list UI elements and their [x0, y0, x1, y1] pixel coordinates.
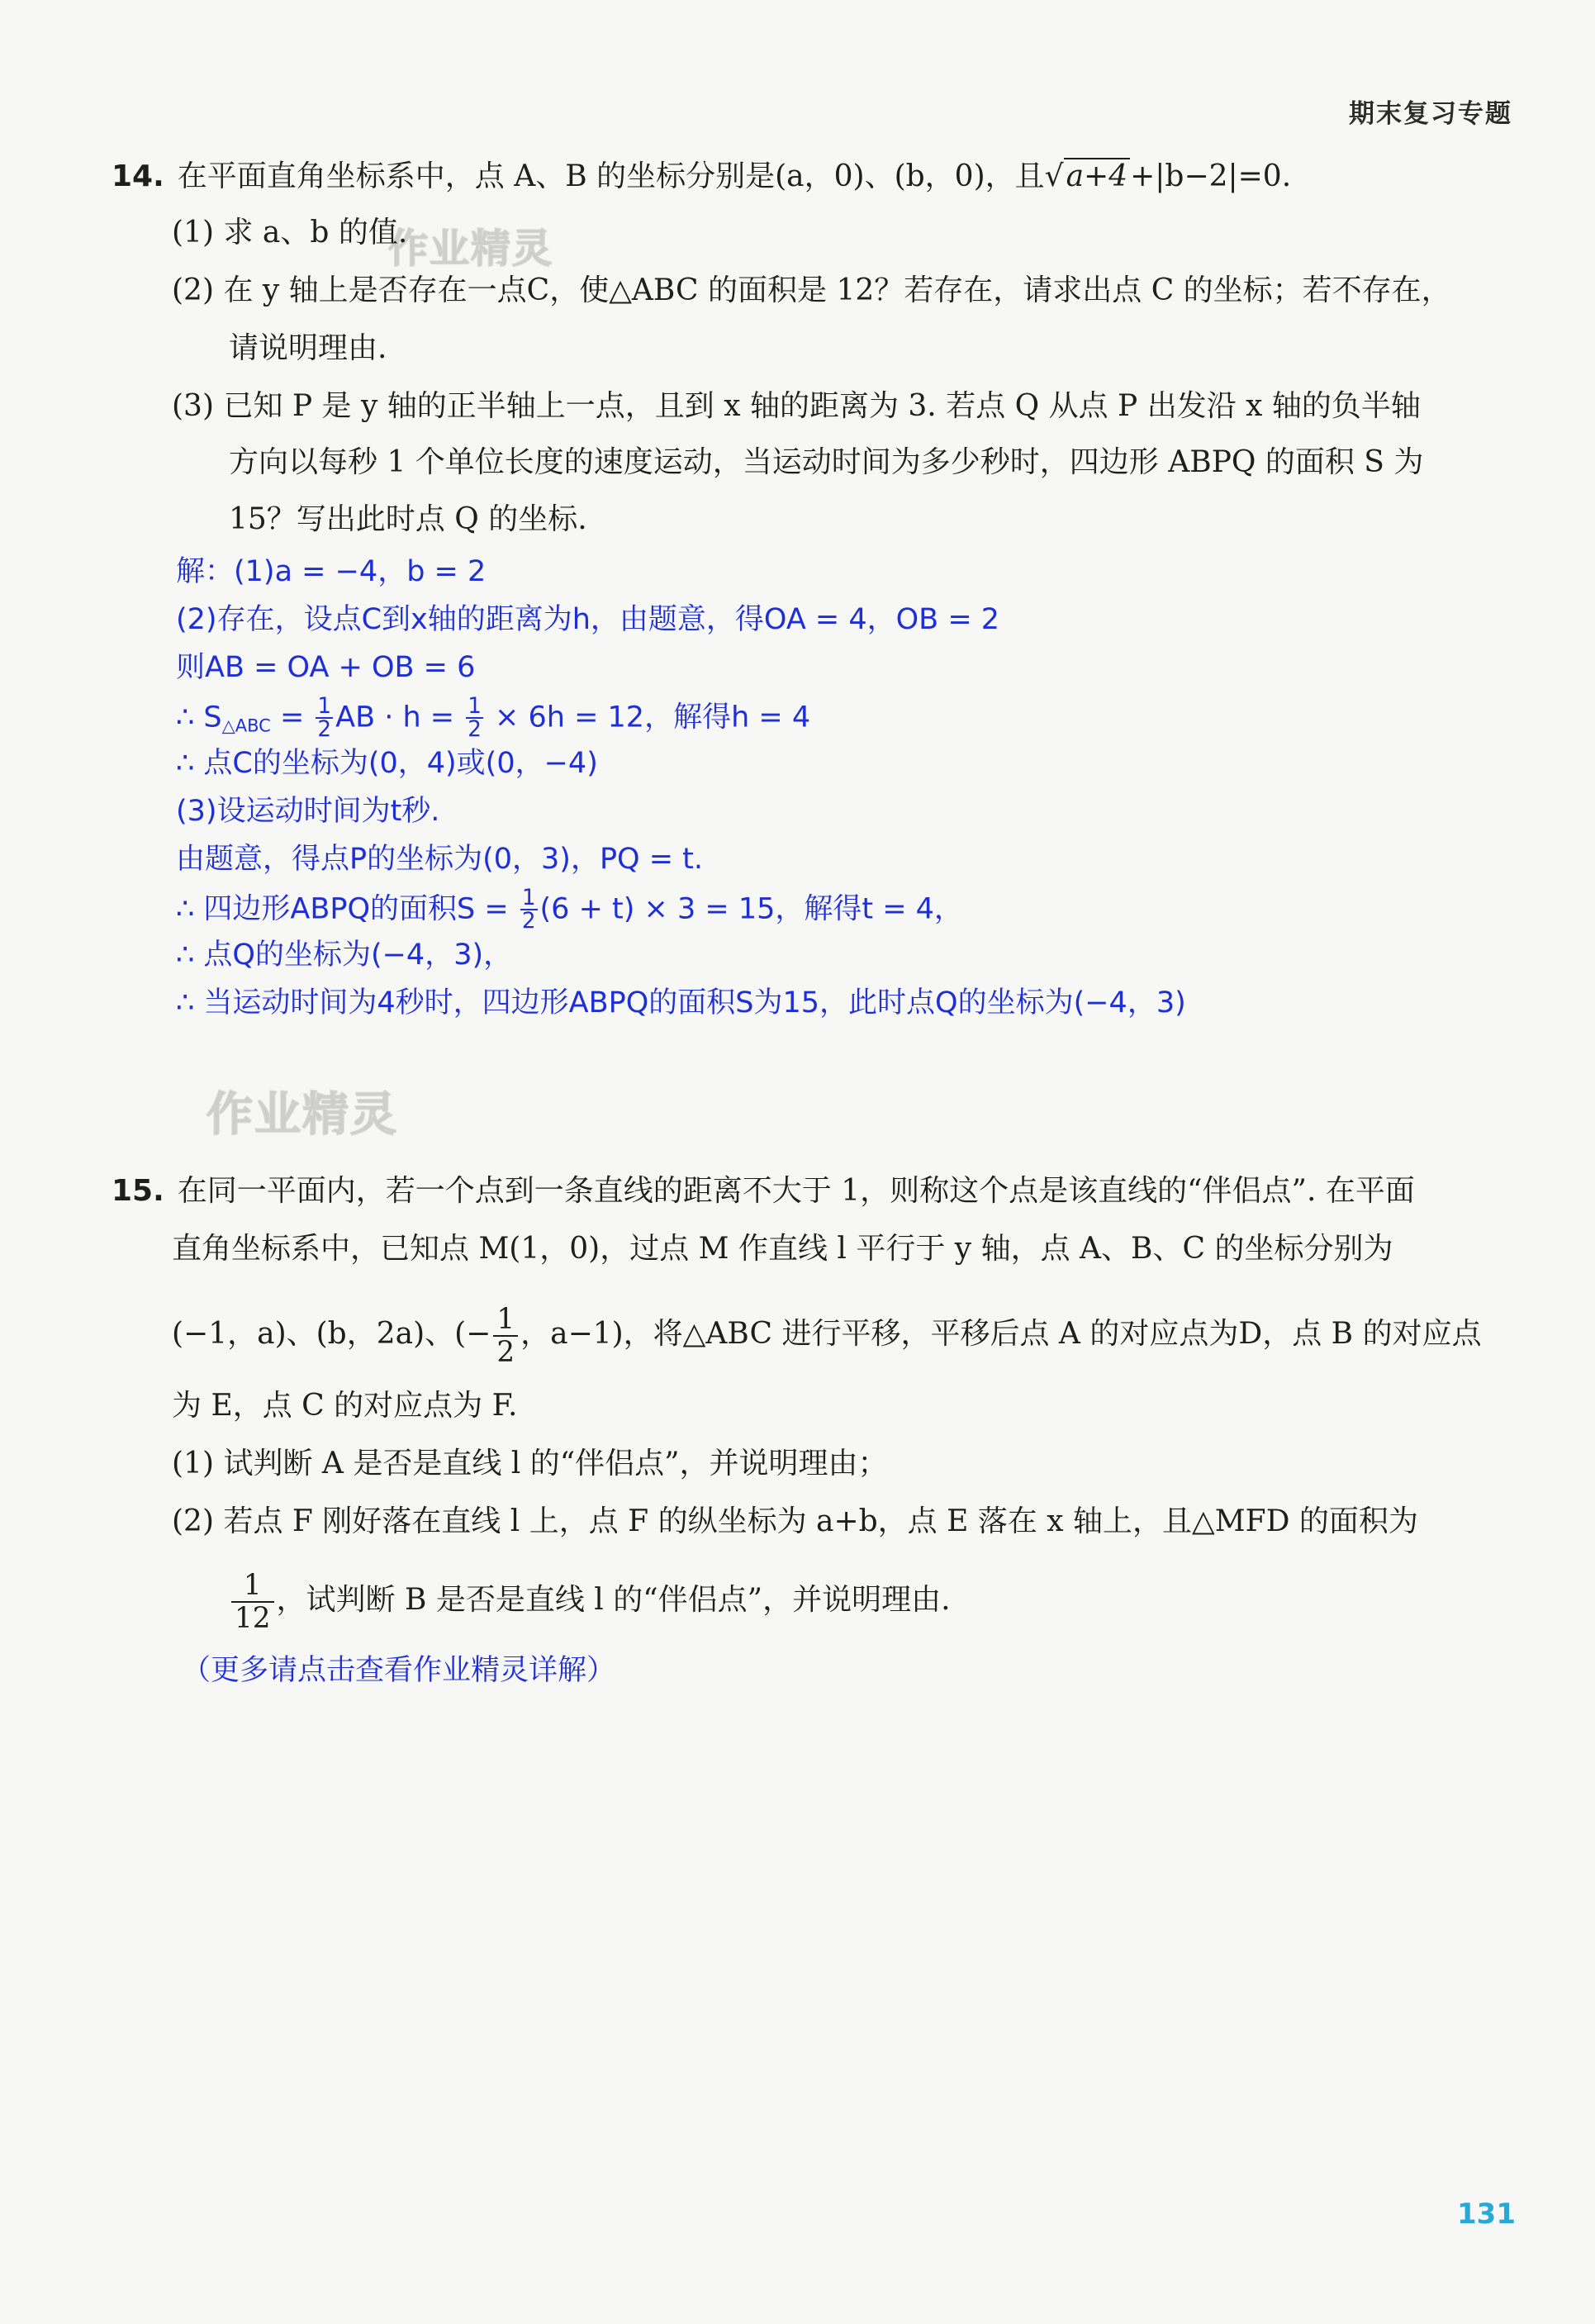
question-number: 14.: [112, 159, 164, 193]
subscript: △ABC: [221, 715, 271, 736]
question-14-part-1: (1) 求 a、b 的值.: [172, 216, 408, 250]
solution-line: (2)存在，设点C到x轴的距离为h，由题意，得OA = 4，OB = 2: [176, 603, 1000, 636]
watermark-logo: 作业精灵: [206, 1088, 398, 1142]
fraction: $\frac{1}{2}$: [521, 886, 536, 934]
solution-text: =: [270, 701, 314, 734]
solution-text: ∴ S: [176, 701, 222, 734]
question-14-stem: 14. 在平面直角坐标系中，点 A、B 的坐标分别是(a，0)、(b，0)，且√a+4+|b−2|=0.: [112, 159, 1292, 193]
question-14-stem-tail: +|b−2|=0.: [1130, 159, 1292, 193]
watermark-logo: 作业精灵: [388, 226, 554, 272]
solution-line: ∴ 当运动时间为4秒时，四边形ABPQ的面积S为15，此时点Q的坐标为(−4，3): [176, 986, 1186, 1019]
solution-line: (3)设运动时间为t秒.: [176, 795, 440, 828]
solution-line: ∴ 点Q的坐标为(−4，3)，: [176, 939, 513, 972]
solution-text: ∴ 四边形ABPQ的面积S =: [176, 892, 518, 926]
solution-line: [176, 887, 963, 933]
solution-text: (6 + t) × 3 = 15，解得t = 4，: [539, 892, 963, 926]
solution-line: 则AB = OA + OB = 6: [176, 651, 476, 684]
solution-text: AB · h =: [335, 701, 464, 734]
question-14-part-3-cont: 方向以每秒 1 个单位长度的速度运动，当运动时间为多少秒时，四边形 ABPQ 的面积 S 为: [229, 445, 1424, 479]
more-details-link[interactable]: （更多请点击查看作业精灵详解）: [182, 1654, 616, 1687]
page-number: 131: [1457, 2198, 1516, 2231]
question-15-text: ，试判断 B 是否是直线 l 的“伴侣点”，并说明理由.: [276, 1583, 951, 1618]
question-15-part-2-cont: [229, 1570, 951, 1634]
question-15-stem-cont: [172, 1304, 1482, 1368]
question-15-stem: [112, 1172, 1415, 1211]
sqrt-expression: a+4: [1064, 158, 1131, 193]
question-15-stem-text: 在同一平面内，若一个点到一条直线的距离不大于 1，则称这个点是该直线的“伴侣点”. 在平面: [177, 1174, 1415, 1208]
question-15-stem-cont: 直角坐标系中，已知点 M(1，0)，过点 M 作直线 l 平行于 y 轴，点 A、B、C 的坐标分别为: [172, 1232, 1393, 1266]
question-15-text: (−1，a)、(b，2a)、(−: [172, 1317, 491, 1352]
solution-line: ∴ 点C的坐标为(0，4)或(0，−4): [176, 747, 598, 780]
solution-line: 解：(1)a = −4，b = 2: [176, 555, 487, 588]
fraction: $\frac{1}{12}$: [231, 1570, 274, 1634]
fraction: $\frac{1}{2}$: [468, 694, 482, 743]
solution-line: [176, 696, 810, 745]
fraction: $\frac{1}{2}$: [317, 694, 332, 743]
solution-line: 由题意，得点P的坐标为(0，3)，PQ = t.: [176, 843, 704, 876]
solution-text: × 6h = 12，解得h = 4: [485, 701, 811, 734]
question-14-part-3: (3) 已知 P 是 y 轴的正半轴上一点，且到 x 轴的距离为 3. 若点 Q 从点 P 出发沿 x 轴的负半轴: [172, 389, 1421, 423]
question-15-stem-cont: 为 E，点 C 的对应点为 F.: [172, 1389, 518, 1423]
question-number: 15.: [112, 1174, 164, 1208]
question-15-part-1: (1) 试判断 A 是否是直线 l 的“伴侣点”，并说明理由；: [172, 1447, 888, 1480]
fraction: $\frac{1}{2}$: [493, 1304, 518, 1368]
question-14-part-3-cont: 15？写出此时点 Q 的坐标.: [229, 502, 587, 536]
question-14-part-2-cont: 请说明理由.: [229, 331, 387, 365]
question-15-text: ，a−1)，将△ABC 进行平移，平移后点 A 的对应点为D，点 B 的对应点: [520, 1317, 1482, 1352]
page-header-title: 期末复习专题: [1349, 99, 1512, 129]
question-15-part-2: (2) 若点 F 刚好落在直线 l 上，点 F 的纵坐标为 a+b，点 E 落在 x 轴上，且△MFD 的面积为: [172, 1504, 1418, 1538]
question-14-part-2: (2) 在 y 轴上是否存在一点C，使△ABC 的面积是 12？若存在，请求出点 C 的坐标；若不存在，: [172, 273, 1451, 307]
question-14-stem-text: 在平面直角坐标系中，点 A、B 的坐标分别是(a，0)、(b，0)，且: [177, 159, 1045, 193]
